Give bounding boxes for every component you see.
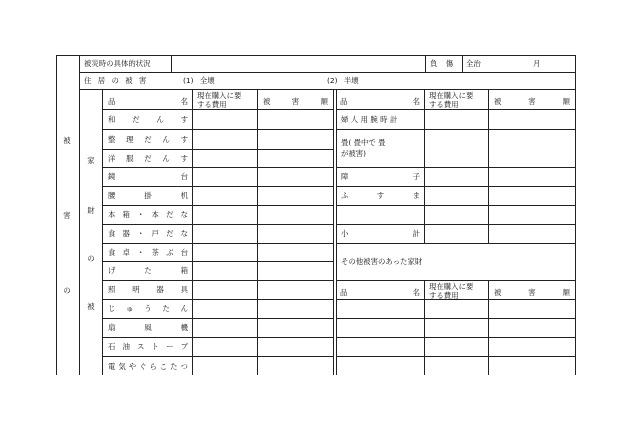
right-cost-col-line bbox=[488, 89, 489, 243]
frame-left-line bbox=[56, 55, 57, 375]
left-item-shoumei: 照 明 器 具 bbox=[108, 285, 188, 294]
left-item-shokutaku: 食 卓 ・ 茶 ぶ 台 bbox=[108, 248, 188, 257]
left-row-line bbox=[102, 109, 333, 110]
center-double-line bbox=[336, 89, 337, 375]
right-others-title: その他被害のあった家財 bbox=[341, 257, 423, 266]
left-row-line bbox=[102, 299, 333, 300]
right-item-tatami-2: が被害) bbox=[341, 149, 367, 158]
inner-label-4: 被 bbox=[87, 302, 95, 311]
right-item-fusuma: ふ す ま bbox=[341, 191, 420, 200]
left-item-senpuuki: 扇 風 機 bbox=[108, 323, 188, 332]
right-lower-damage-header: 被 害 額 bbox=[494, 288, 570, 297]
left-row-line bbox=[102, 318, 333, 319]
left-row-line bbox=[102, 149, 333, 150]
frame-top-line bbox=[56, 55, 576, 56]
left-cost-col-line bbox=[257, 89, 258, 375]
outer-label-1: 被 bbox=[63, 136, 71, 145]
injury-label: 負 傷 bbox=[430, 59, 454, 68]
situation-divider bbox=[171, 55, 172, 72]
left-item-juutan: じ ゅ う た ん bbox=[108, 304, 188, 313]
left-row-line bbox=[102, 356, 333, 357]
right-item-watch: 婦人用腕時計 bbox=[341, 115, 400, 124]
outer-label-2: 害 bbox=[63, 211, 71, 220]
right-lower-cost-header-1: 現在購入に要 bbox=[429, 282, 474, 291]
left-row-line bbox=[102, 261, 333, 262]
left-item-header bbox=[108, 97, 188, 106]
right-row-line bbox=[336, 186, 575, 187]
right-lower-item-header: 品 名 bbox=[340, 288, 420, 297]
left-cost-header-1: 現在購入に要 bbox=[197, 91, 242, 100]
inner-label-3: の bbox=[87, 254, 95, 263]
left-item-getabako: げ た 箱 bbox=[108, 266, 188, 275]
header-divider-line bbox=[80, 72, 576, 73]
item-header-right: 名 bbox=[180, 97, 188, 106]
left-item-shokki: 食 器 ・ 戸 だ な bbox=[108, 229, 188, 238]
left-row-line bbox=[102, 129, 333, 130]
inner-label-divider bbox=[102, 89, 103, 375]
left-row-line bbox=[102, 224, 333, 225]
right-row-line bbox=[336, 109, 575, 110]
left-item-wadansu: 和 だ ん す bbox=[108, 115, 188, 124]
left-item-seiridansu: 整 理 だ ん す bbox=[108, 135, 188, 144]
right-item-col-line bbox=[424, 89, 425, 243]
injury-divider bbox=[425, 55, 426, 72]
left-cost-header-2: する費用 bbox=[197, 100, 227, 109]
left-row-line bbox=[102, 167, 333, 168]
situation-label: 被災時の具体的状況 bbox=[84, 59, 151, 68]
right-row-line bbox=[336, 337, 575, 338]
right-lower-cost-header-2: する費用 bbox=[429, 291, 459, 300]
right-cost-header-2: する費用 bbox=[429, 100, 459, 109]
left-table-end-line bbox=[333, 89, 334, 375]
outer-label-divider bbox=[79, 55, 80, 375]
inner-label-2: 財 bbox=[87, 206, 95, 215]
left-damage-header: 被 害 額 bbox=[263, 97, 328, 106]
right-row-line bbox=[336, 224, 575, 225]
right-cost-header-1: 現在購入に要 bbox=[429, 91, 474, 100]
left-row-line bbox=[102, 205, 333, 206]
right-row-line bbox=[336, 243, 575, 244]
frame-right-line bbox=[575, 55, 576, 375]
left-item-sekiyu: 石 油 ス ト ー ブ bbox=[108, 342, 188, 351]
left-row-line bbox=[102, 337, 333, 338]
right-item-col-line-lower bbox=[424, 280, 425, 375]
outer-label-3: の bbox=[63, 286, 71, 295]
recovery-divider bbox=[462, 55, 463, 72]
residence-option-half: (2) 半壊 bbox=[327, 76, 359, 85]
left-row-line bbox=[102, 186, 333, 187]
left-item-kyoudai: 鏡 台 bbox=[108, 172, 188, 181]
right-item-header: 品 名 bbox=[340, 97, 420, 106]
left-item-koshikakezukue: 腰 掛 机 bbox=[108, 191, 188, 200]
residence-label: 住 居 の 被 害 bbox=[84, 76, 147, 85]
right-cost-col-line-lower bbox=[488, 280, 489, 375]
left-item-kotatsu: 電 気 や ぐ ら こ た つ bbox=[108, 362, 188, 371]
residence-option-total: (1) 全壊 bbox=[183, 76, 215, 85]
left-item-honbako: 本 箱 ・ 本 だ な bbox=[108, 210, 188, 219]
right-row-line bbox=[336, 205, 575, 206]
item-header-left: 品 bbox=[108, 97, 116, 106]
right-item-shoji: 障 子 bbox=[341, 172, 420, 181]
left-item-youfukudansu: 洋 服 だ ん す bbox=[108, 154, 188, 163]
left-item-col-line bbox=[192, 89, 193, 375]
right-item-subtotal: 小 計 bbox=[341, 229, 420, 238]
right-damage-header: 被 害 額 bbox=[494, 97, 570, 106]
residence-divider-line bbox=[80, 89, 576, 90]
right-row-line bbox=[336, 129, 575, 130]
left-row-line bbox=[102, 243, 333, 244]
left-row-line bbox=[102, 280, 333, 281]
right-row-line bbox=[336, 167, 575, 168]
right-row-line bbox=[336, 356, 575, 357]
right-row-line bbox=[336, 318, 575, 319]
inner-label-1: 家 bbox=[87, 156, 95, 165]
month-label: 月 bbox=[533, 59, 541, 68]
recovery-label: 全治 bbox=[466, 59, 481, 68]
right-row-line bbox=[336, 280, 575, 281]
right-item-tatami-1: 畳( 畳中で 畳 bbox=[341, 138, 386, 147]
